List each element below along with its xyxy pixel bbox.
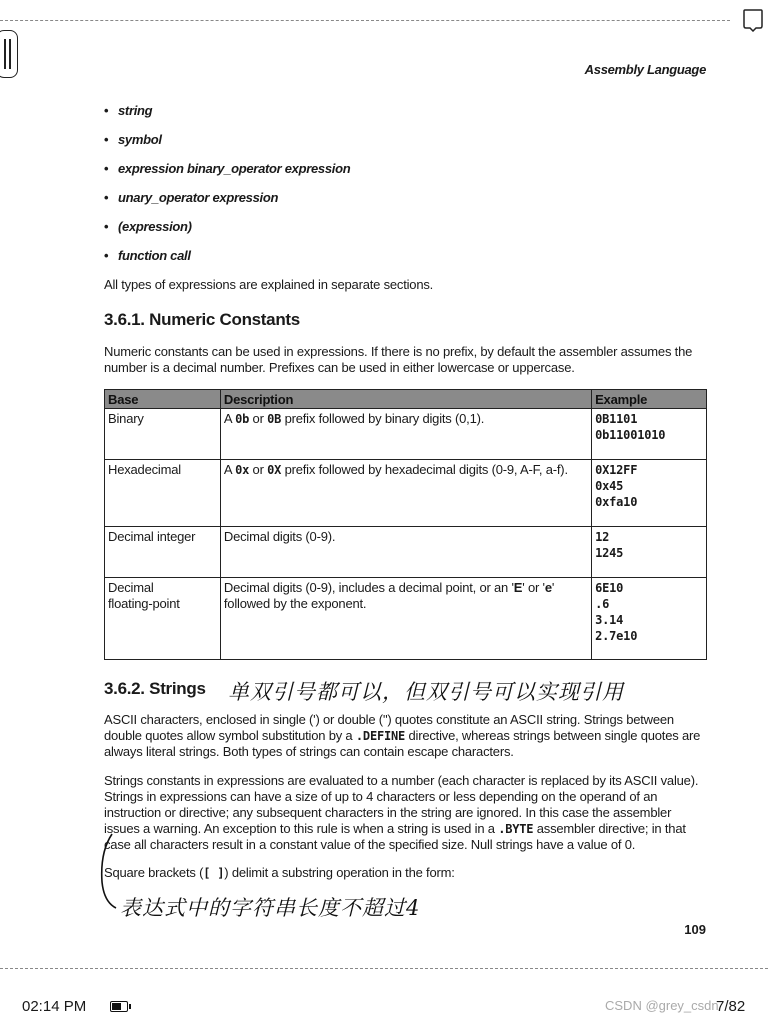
cell-description: Decimal digits (0-9), includes a decimal point, or an 'E' or 'e' followed by the exponent. <box>220 578 591 660</box>
menu-handle-icon[interactable] <box>0 30 18 78</box>
handwritten-bracket-mark <box>96 832 120 912</box>
cell-description: A 0b or 0B prefix followed by binary digits (0,1). <box>220 409 591 460</box>
cell-example: 12 1245 <box>592 527 707 578</box>
numeric-body: Numeric constants can be used in expressions. If there is no prefix, by default the assembler assumes the number is a decimal number. Prefixes can be used in either lowercase or uppercase. <box>104 344 693 375</box>
table-row <box>105 409 707 460</box>
cell-example: 6E10 .6 3.14 2.7e10 <box>592 578 707 660</box>
list-item: • (expression) <box>104 219 192 234</box>
bookmark-icon[interactable] <box>742 8 764 32</box>
strings-paragraph-1: ASCII characters, enclosed in single (') or double (") quotes constitute an ASCII string. Strings between double quotes allow symbol substitution by a .DEFINE directive, whereas strings between single quotes are always literal strings. Both types of strings can contain escape characters. <box>104 712 701 759</box>
list-item: • symbol <box>104 132 162 147</box>
table-header-row <box>105 390 707 409</box>
intro-text: All types of expressions are explained in separate sections. <box>104 277 434 292</box>
list-item: • function call <box>104 248 191 263</box>
cell-base: Decimal integer <box>105 527 221 578</box>
strings-paragraph-2: Strings constants in expressions are evaluated to a number (each character is replaced by its ASCII value). Strings in expressions can have a size of up to 4 characters or less depending on the operand of an instruction or directive; any subsequent characters in the string are ignored. In this case the assembler issues a warning. An exception to this rule is when a string is used in a .BYTE assembler directive; in that case all characters result in a constant value of the specified size. Null strings have a value of 0. <box>104 773 699 852</box>
list-item: • expression binary_operator expression <box>104 161 351 176</box>
list-item: • string <box>104 103 153 118</box>
strings-paragraph-3: Square brackets ([ ]) delimit a substring operation in the form: <box>104 865 455 880</box>
cell-base: Binary <box>105 409 221 460</box>
status-time: 02:14 PM <box>22 998 87 1015</box>
top-divider <box>0 20 730 21</box>
col-header-description: Description <box>220 390 591 409</box>
cell-base: Hexadecimal <box>105 460 221 527</box>
handwritten-note-2: 表达式中的字符串长度不超过4 <box>120 896 421 920</box>
numeric-constants-table <box>104 389 707 660</box>
cell-description: Decimal digits (0-9). <box>220 527 591 578</box>
section-heading-strings: 3.6.2. Strings <box>104 679 206 698</box>
section-heading-numeric: 3.6.1. Numeric Constants <box>104 310 300 329</box>
table-row <box>105 578 707 660</box>
list-item: • unary_operator expression <box>104 190 279 205</box>
page-number: 109 <box>684 922 706 937</box>
watermark: CSDN @grey_csdn <box>605 998 719 1013</box>
cell-description: A 0x or 0X prefix followed by hexadecimal digits (0-9, A-F, a-f). <box>220 460 591 527</box>
page-count[interactable]: 7/82 <box>716 998 746 1015</box>
col-header-example: Example <box>592 390 707 409</box>
cell-example: 0X12FF 0x45 0xfa10 <box>592 460 707 527</box>
battery-icon <box>110 1001 128 1012</box>
running-head: Assembly Language <box>584 62 706 77</box>
handwritten-note: 单双引号都可以，但双引号可以实现引用 <box>228 680 624 704</box>
table-row <box>105 460 707 527</box>
cell-base: Decimal floating-point <box>105 578 221 660</box>
expression-list <box>104 100 350 274</box>
bottom-divider <box>0 968 768 969</box>
cell-example: 0B1101 0b11001010 <box>592 409 707 460</box>
table-row <box>105 527 707 578</box>
col-header-base: Base <box>105 390 221 409</box>
